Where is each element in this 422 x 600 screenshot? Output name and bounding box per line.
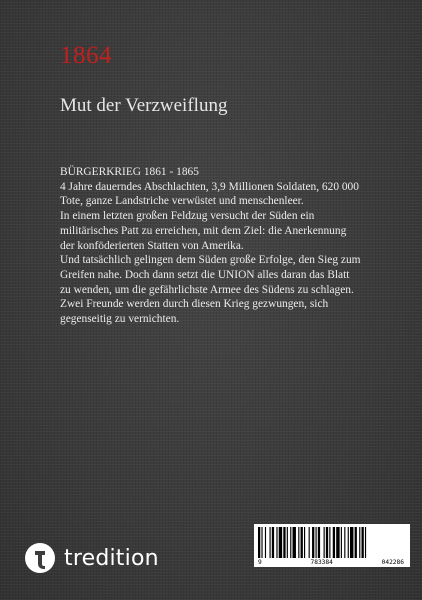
barcode-bar — [326, 527, 328, 558]
blurb-line: Und tatsächlich gelingen dem Süden große Erfolge, den Sieg zum — [60, 254, 361, 267]
barcode-bar — [324, 527, 325, 558]
tredition-t-logo-icon — [25, 543, 55, 573]
blurb-line: In einem letzten großen Feldzug versucht der Süden ein — [60, 210, 315, 223]
barcode-bar — [362, 527, 364, 558]
barcode-bar — [336, 527, 339, 558]
blurb-line: BÜRGERKRIEG 1861 - 1865 — [60, 166, 199, 178]
barcode-bar — [318, 527, 320, 558]
barcode-bar — [341, 527, 342, 558]
barcode-bar — [261, 527, 262, 558]
barcode-bar — [287, 527, 288, 558]
barcode-bar — [265, 527, 266, 558]
blurb-line: zu wenden, um die gefährlichste Armee des Südens zu schlagen. — [60, 283, 354, 296]
blurb-line: der konföderierten Statten von Amerika. — [60, 239, 244, 252]
barcode-bar — [359, 527, 360, 558]
barcode-bar — [348, 527, 349, 558]
cover-subtitle: Mut der Verzweiflung — [60, 95, 228, 116]
publisher-brand — [25, 542, 159, 574]
barcode-bar — [290, 527, 291, 558]
barcode-bar — [276, 527, 277, 558]
barcode-bar — [293, 527, 296, 558]
barcode-bar — [279, 527, 282, 558]
barcode-bar — [272, 527, 274, 558]
blurb-line: Tote, ganze Landstriche verwüstet und menschenleer. — [60, 195, 304, 208]
barcode-bars — [258, 527, 406, 558]
barcode-bar — [301, 527, 303, 558]
barcode-bar — [270, 527, 271, 558]
barcode-bar — [365, 527, 366, 558]
barcode-bar — [350, 527, 353, 558]
barcode-digit-group: 042286 — [381, 559, 404, 566]
blurb-line: militärisches Patt zu erreichen, mit dem Ziel: die Anerkennung — [60, 224, 347, 237]
isbn-barcode — [254, 524, 410, 567]
blurb-line: Zwei Freunde werden durch diesen Krieg gezwungen, sich — [60, 298, 329, 311]
barcode-bar — [355, 527, 357, 558]
blurb-line: 4 Jahre dauerndes Abschlachten, 3,9 Millionen Soldaten, 620 000 — [60, 180, 359, 193]
barcode-digit-group: 783384 — [310, 559, 333, 566]
barcode-bar — [333, 527, 335, 558]
blurb-line: Greifen nahe. Doch dann setzt die UNION alles daran das Blatt — [60, 268, 350, 281]
barcode-bar — [344, 527, 345, 558]
barcode-bar — [312, 527, 314, 558]
cover-blurb — [60, 165, 420, 327]
barcode-bar — [283, 527, 285, 558]
barcode-digits — [254, 559, 410, 566]
publisher-name: tredition — [64, 545, 159, 571]
barcode-bar — [304, 527, 305, 558]
barcode-bar — [298, 527, 299, 558]
barcode-bar — [258, 527, 260, 558]
barcode-bar — [329, 527, 330, 558]
cover-year-title: 1864 — [60, 42, 112, 69]
barcode-bar — [316, 527, 317, 558]
blurb-line: gegenseitig zu vernichten. — [60, 313, 180, 326]
barcode-bar — [309, 527, 310, 558]
barcode-digit-group: 9 — [258, 559, 262, 566]
